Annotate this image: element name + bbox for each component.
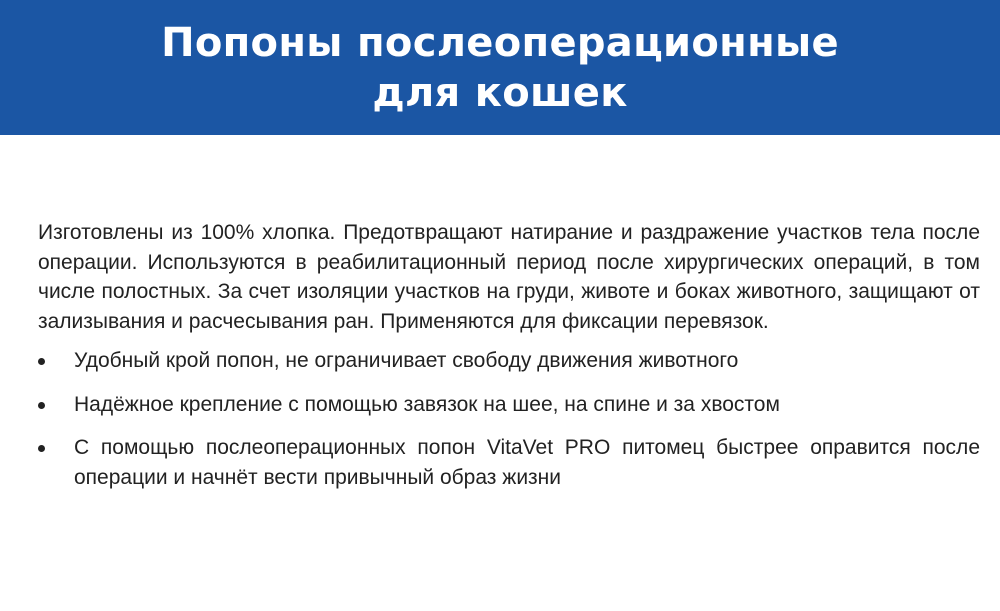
feature-list-item <box>38 433 980 492</box>
intro-paragraph: Изготовлены из 100% хлопка. Предотвращают натирание и раздражение участков тела после операции. Используются в реабилитационный период после хирургических операций, в том числе полостных. За счет изоляции участков на груди, животе и боках животного, защищают от зализывания и расчесывания ран. Применяются для фиксации перевязок. <box>38 221 980 333</box>
bullet-icon <box>38 402 45 409</box>
feature-list-item <box>38 346 980 376</box>
bullet-icon <box>38 358 45 365</box>
page-title-line-1: Попоны послеоперационные <box>161 19 839 66</box>
description-block <box>38 218 980 506</box>
feature-list-item <box>38 390 980 420</box>
feature-text: Надёжное крепление с помощью завязок на шее, на спине и за хвостом <box>74 392 780 416</box>
feature-text: С помощью послеоперационных попон VitaVet PRO питомец быстрее оправится после операции и начнёт вести привычный образ жизни <box>74 436 980 489</box>
feature-list <box>38 346 980 492</box>
bullet-icon <box>38 445 45 452</box>
title-banner <box>0 0 1000 135</box>
page-title-line-2: для кошек <box>372 69 628 116</box>
feature-text: Удобный крой попон, не ограничивает свободу движения животного <box>74 349 739 372</box>
